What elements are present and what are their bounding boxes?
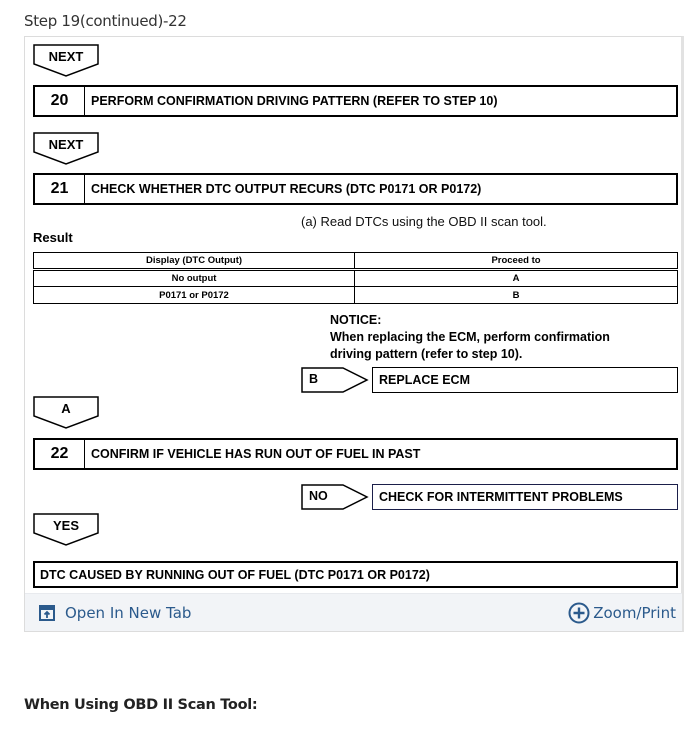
open-new-tab-label: Open In New Tab <box>65 603 192 622</box>
instruction-text: (a) Read DTCs using the OBD II scan tool. <box>301 214 547 229</box>
step-title: CHECK WHETHER DTC OUTPUT RECURS (DTC P0171 OR P0172) <box>91 182 482 196</box>
table-row <box>34 270 678 287</box>
branch-label: YES <box>52 518 79 533</box>
table-header-row <box>34 253 678 270</box>
step-21-box <box>33 173 678 205</box>
zoom-plus-icon <box>568 602 590 624</box>
figure-footer <box>25 593 682 631</box>
result-table <box>33 252 678 304</box>
result-label: Result <box>33 230 73 245</box>
branch-a-tag <box>33 396 99 429</box>
next-tag <box>33 132 99 165</box>
open-new-tab-icon <box>39 605 55 621</box>
step-22-box <box>33 438 678 470</box>
branch-no-tag <box>301 484 371 510</box>
zoom-print-label: Zoom/Print <box>593 603 676 622</box>
replace-ecm-box: REPLACE ECM <box>372 367 678 393</box>
next-label: NEXT <box>48 137 84 152</box>
flowchart-figure <box>24 36 684 632</box>
check-intermittent-box: CHECK FOR INTERMITTENT PROBLEMS <box>372 484 678 510</box>
section-heading: When Using OBD II Scan Tool: <box>24 697 258 713</box>
table-cell: No output <box>34 270 355 287</box>
branch-label: NO <box>309 489 328 503</box>
notice-title: NOTICE: <box>330 313 382 327</box>
table-cell: A <box>355 270 678 287</box>
zoom-print-link[interactable] <box>568 602 676 624</box>
step-heading: Step 19(continued)-22 <box>24 12 187 30</box>
conclusion-box: DTC CAUSED BY RUNNING OUT OF FUEL (DTC P0171 OR P0172) <box>33 561 678 588</box>
step-number: 20 <box>35 87 85 115</box>
column-header: Display (DTC Output) <box>34 253 355 270</box>
notice-line: driving pattern (refer to step 10). <box>330 347 523 361</box>
step-number: 22 <box>35 440 85 468</box>
branch-label: B <box>309 372 319 386</box>
table-row <box>34 287 678 304</box>
branch-yes-tag <box>33 513 99 546</box>
step-title: CONFIRM IF VEHICLE HAS RUN OUT OF FUEL IN PAST <box>91 447 421 461</box>
branch-b-tag <box>301 367 371 393</box>
open-new-tab-link[interactable] <box>39 604 191 622</box>
table-cell: P0171 or P0172 <box>34 287 355 304</box>
next-label: NEXT <box>48 49 84 64</box>
table-cell: B <box>355 287 678 304</box>
notice-block <box>330 312 610 363</box>
step-title: PERFORM CONFIRMATION DRIVING PATTERN (REFER TO STEP 10) <box>91 94 498 108</box>
step-20-box <box>33 85 678 117</box>
notice-line: When replacing the ECM, perform confirmation <box>330 330 610 344</box>
next-tag <box>33 44 99 77</box>
step-number: 21 <box>35 175 85 203</box>
column-header: Proceed to <box>355 253 678 270</box>
branch-label: A <box>61 401 71 416</box>
